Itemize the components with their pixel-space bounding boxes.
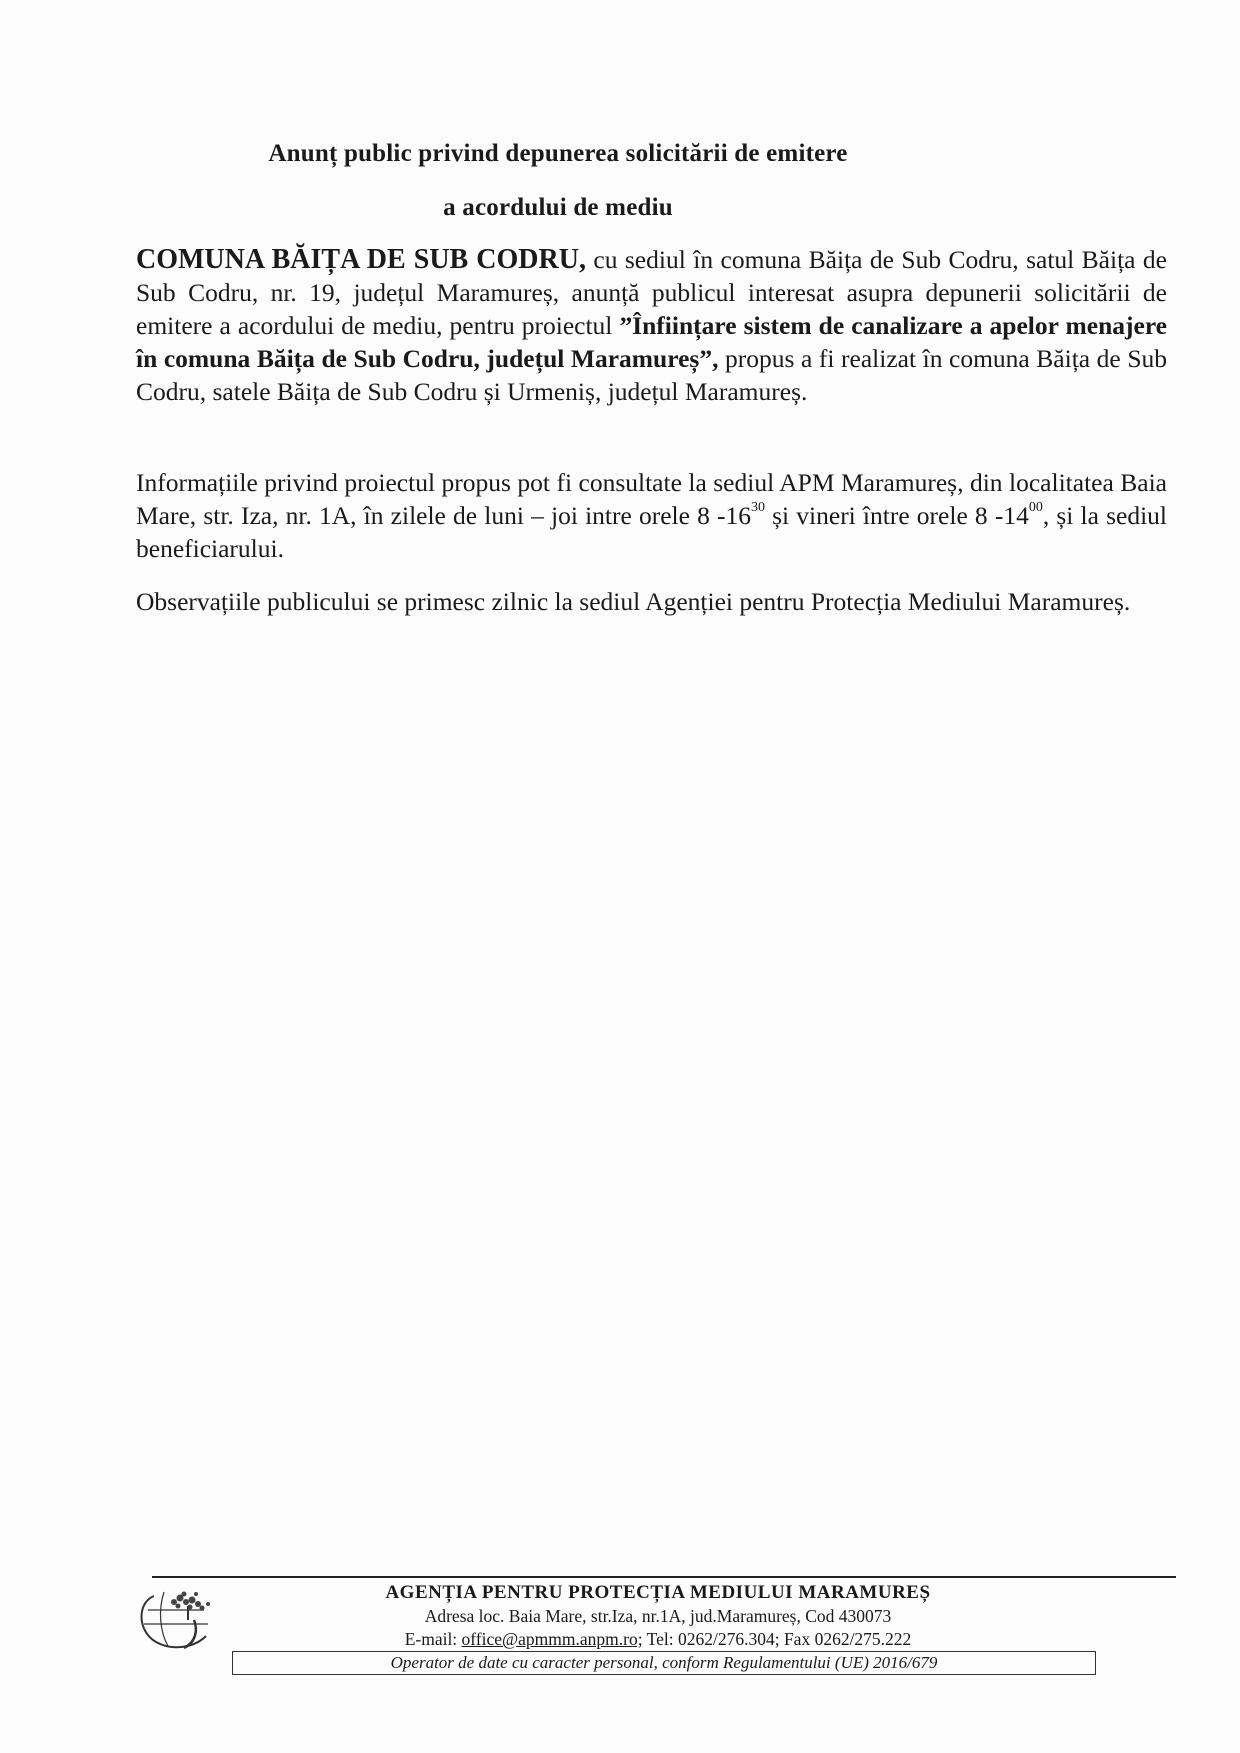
paragraph2-text-c: , și la sediul beneficiarului. bbox=[136, 501, 1167, 563]
paragraph-observations: Observațiile publicului se primesc zilnic la sediul Agenției pentru Protecția Mediului Maramureș. bbox=[136, 587, 1131, 616]
footer-email-label: E-mail: bbox=[404, 1629, 462, 1649]
footer-divider bbox=[152, 1576, 1176, 1578]
applicant-name: COMUNA BĂIȚA DE SUB CODRU, bbox=[136, 244, 586, 275]
footer-contact bbox=[228, 1629, 1088, 1650]
footer-privacy-note: Operator de date cu caracter personal, conform Regulamentului (UE) 2016/679 bbox=[232, 1651, 1096, 1675]
document-title-line-1: Anunț public privind depunerea solicitării de emitere bbox=[268, 140, 848, 167]
footer-agency-name: AGENȚIA PENTRU PROTECȚIA MEDIULUI MARAMUREȘ bbox=[385, 1582, 931, 1603]
paragraph1-text-b: propus a fi realizat în comuna Băița de Sub Codru, satele Băița de Sub Codru și Urmeniș, județul Maramureș. bbox=[136, 344, 1167, 406]
paragraph-announcement bbox=[136, 243, 1167, 408]
project-name: ”Înființare sistem de canalizare a apelor menajere în comuna Băița de Sub Codru, județul Maramureș”, bbox=[136, 311, 1167, 373]
footer-email-link[interactable]: office@apmmm.anpm.ro; bbox=[461, 1629, 643, 1649]
paragraph2-text-b: și vineri între orele 8 -14 bbox=[764, 501, 1029, 530]
document-title-line-2: a acordului de mediu bbox=[443, 194, 673, 221]
footer-address: Adresa loc. Baia Mare, str.Iza, nr.1A, jud.Maramureș, Cod 430073 bbox=[424, 1606, 892, 1626]
footer-phones: Tel: 0262/276.304; Fax 0262/275.222 bbox=[642, 1629, 912, 1649]
paragraph-consultation bbox=[136, 466, 1167, 565]
hour-superscript-b: 00 bbox=[1028, 499, 1043, 515]
agency-logo-icon bbox=[134, 1580, 224, 1652]
paragraph1-text-a: cu sediul în comuna Băița de Sub Codru, satul Băița de Sub Codru, nr. 19, județul Maramureș, anunță publicul interesat asupra depunerii solicitării de emitere a acordului de mediu, pentru proiectul bbox=[136, 245, 1167, 340]
paragraph2-text-a: Informațiile privind proiectul propus pot fi consultate la sediul APM Maramureș, din localitatea Baia Mare, str. Iza, nr. 1A, în zilele de luni – joi intre orele 8 -16 bbox=[136, 468, 1167, 530]
hour-superscript-a: 30 bbox=[750, 499, 765, 515]
